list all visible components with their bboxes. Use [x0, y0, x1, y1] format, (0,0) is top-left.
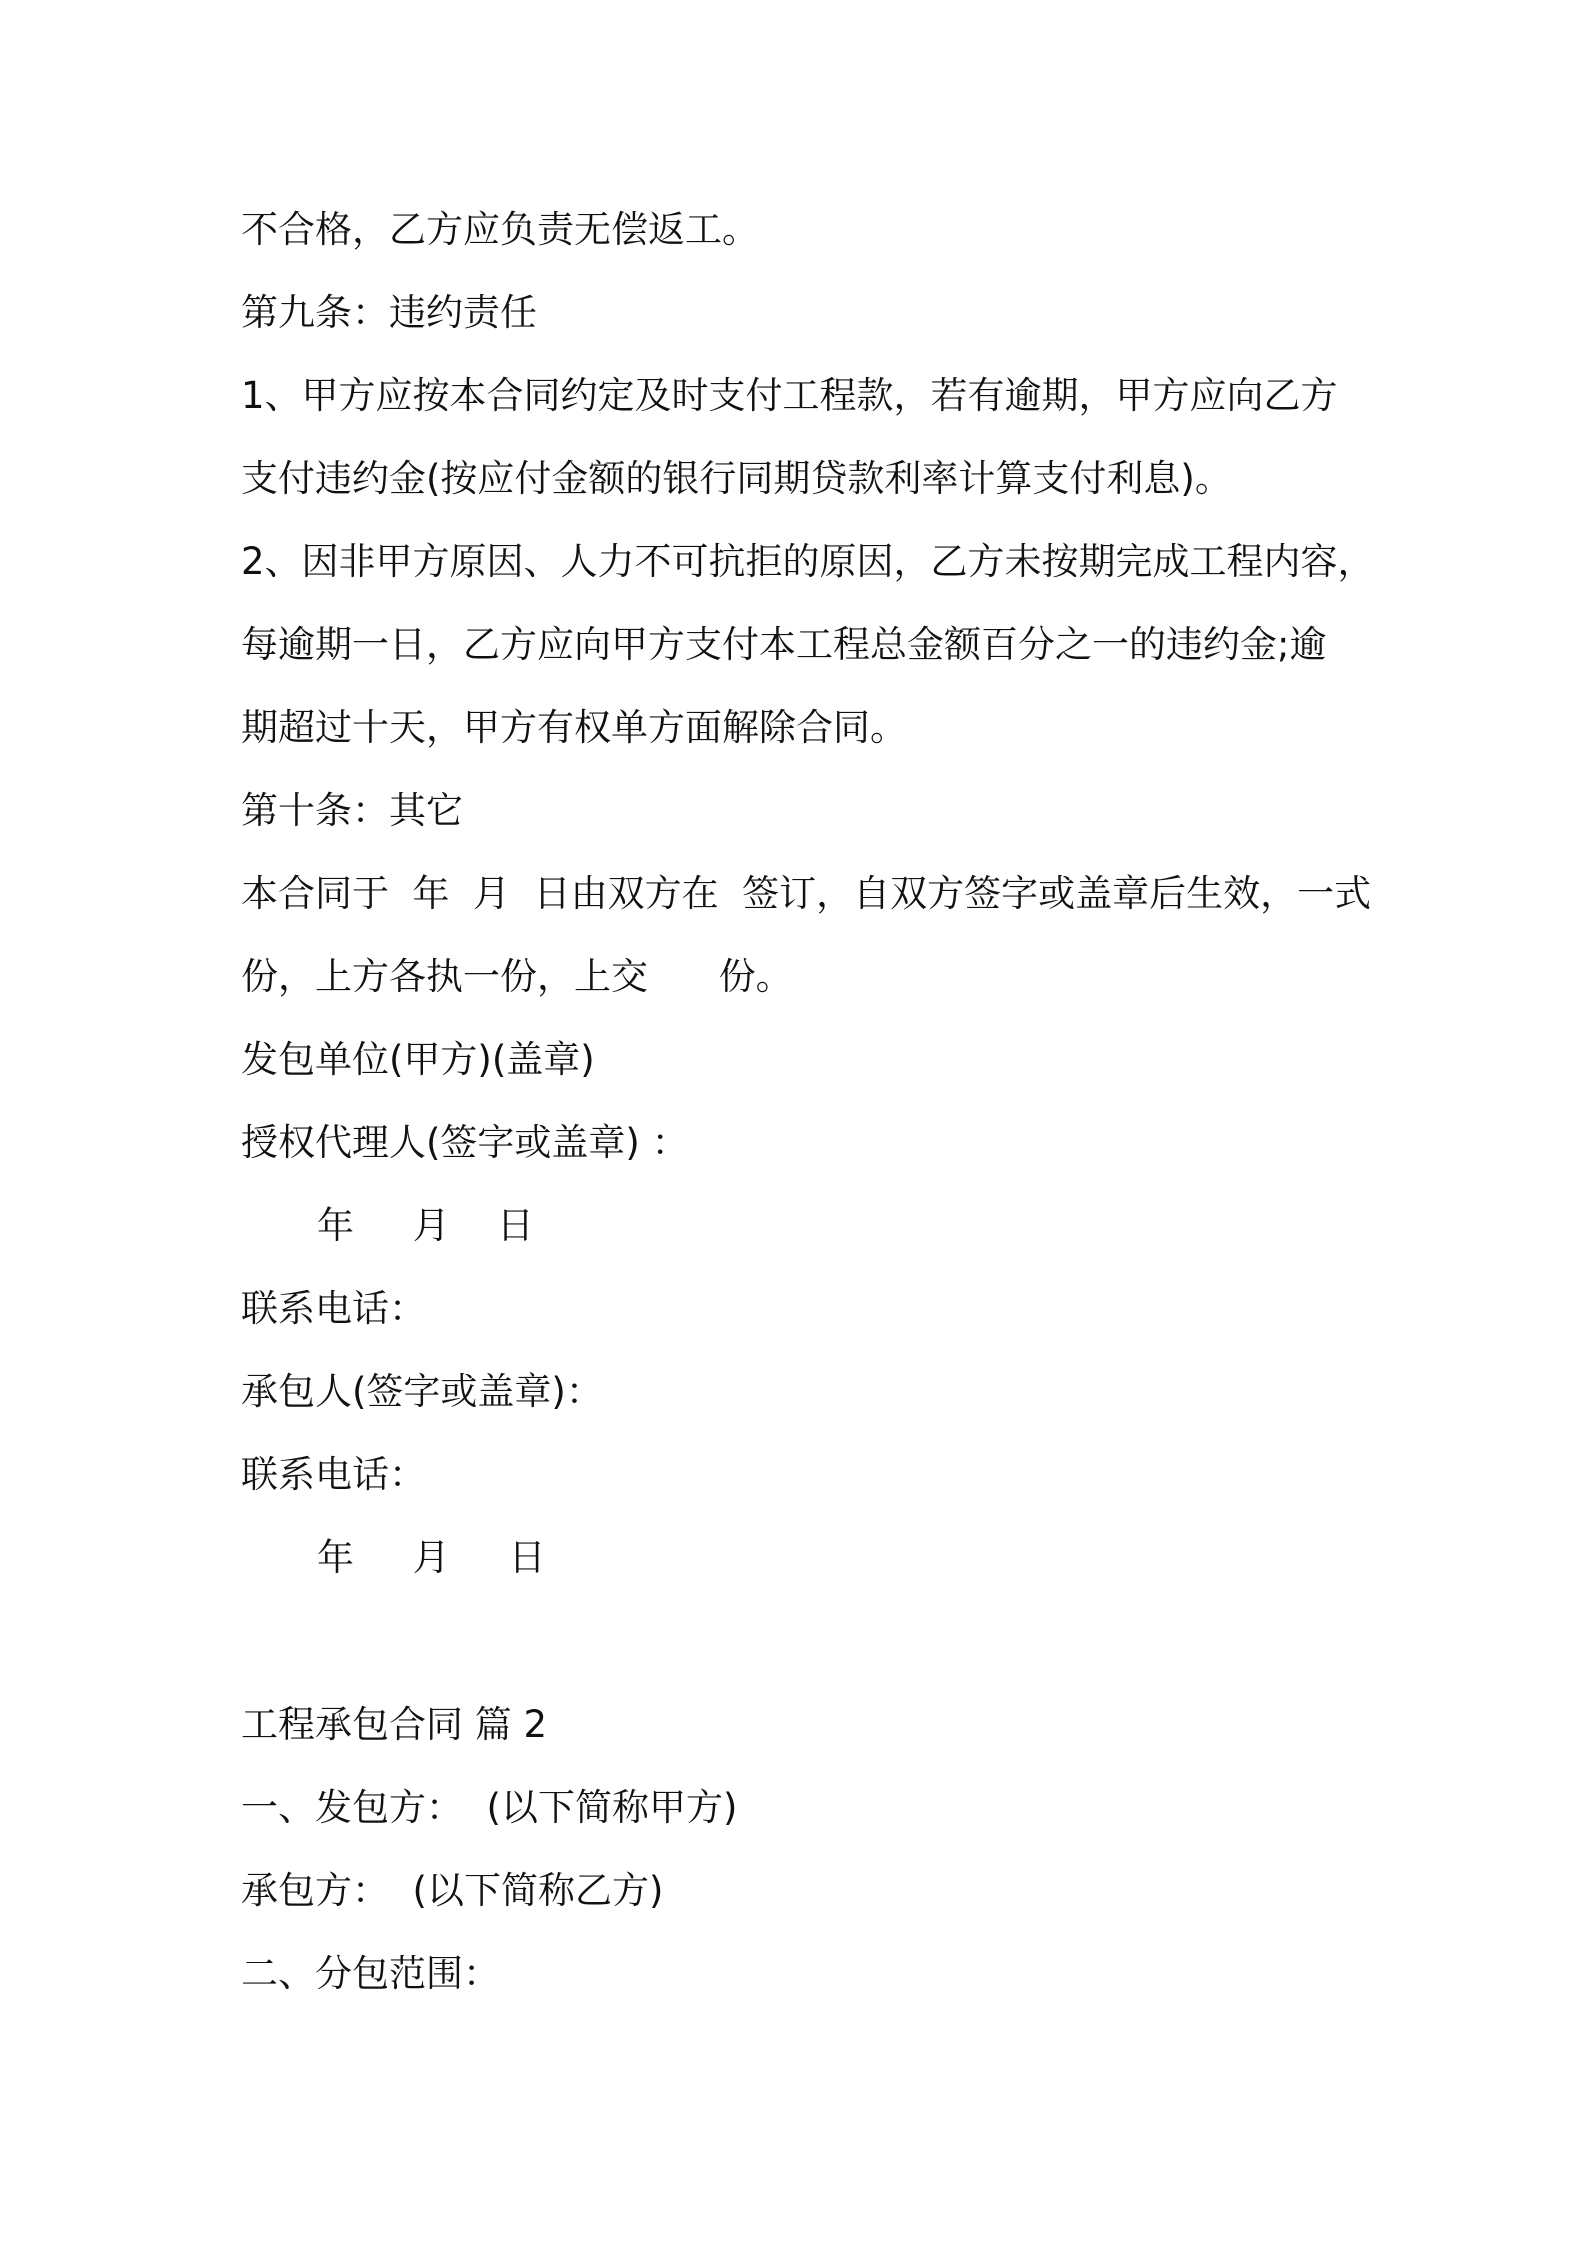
date-placeholder: 年 月 日	[317, 1204, 534, 1247]
section-heading-article-10: 第十条：其它	[241, 789, 463, 832]
text-line: 期超过十天，甲方有权单方面解除合同。	[241, 706, 907, 749]
text-line: 2、因非甲方原因、人力不可抗拒的原因，乙方未按期完成工程内容，	[241, 540, 1375, 583]
text-line: 不合格，乙方应负责无偿返工。	[241, 208, 759, 251]
phone-label: 联系电话：	[241, 1287, 426, 1330]
text-line: 支付违约金(按应付金额的银行同期贷款利率计算支付利息)。	[241, 457, 1232, 500]
signature-label-agent: 授权代理人(签字或盖章) ：	[241, 1121, 689, 1164]
text-line: 本合同于 年 月 日由双方在 签订，自双方签字或盖章后生效，一式	[241, 872, 1372, 915]
text-line: 每逾期一日，乙方应向甲方支付本工程总金额百分之一的违约金;逾	[241, 623, 1327, 666]
text-line: 份，上方各执一份，上交 份。	[241, 955, 793, 998]
text-line: 承包方： (以下简称乙方)	[241, 1869, 664, 1912]
section-heading-article-9: 第九条：违约责任	[241, 291, 537, 334]
section-heading-scope: 二、分包范围：	[241, 1952, 500, 1995]
text-line: 一、发包方： (以下简称甲方)	[241, 1786, 738, 1829]
signature-label-employer: 发包单位(甲方)(盖章)	[241, 1038, 595, 1081]
phone-label: 联系电话：	[241, 1453, 426, 1496]
date-placeholder: 年 月 日	[317, 1536, 546, 1579]
signature-label-contractor: 承包人(签字或盖章)：	[241, 1370, 603, 1413]
contract-title: 工程承包合同 篇 2	[241, 1703, 548, 1746]
text-line: 1、甲方应按本合同约定及时支付工程款，若有逾期，甲方应向乙方	[241, 374, 1338, 417]
